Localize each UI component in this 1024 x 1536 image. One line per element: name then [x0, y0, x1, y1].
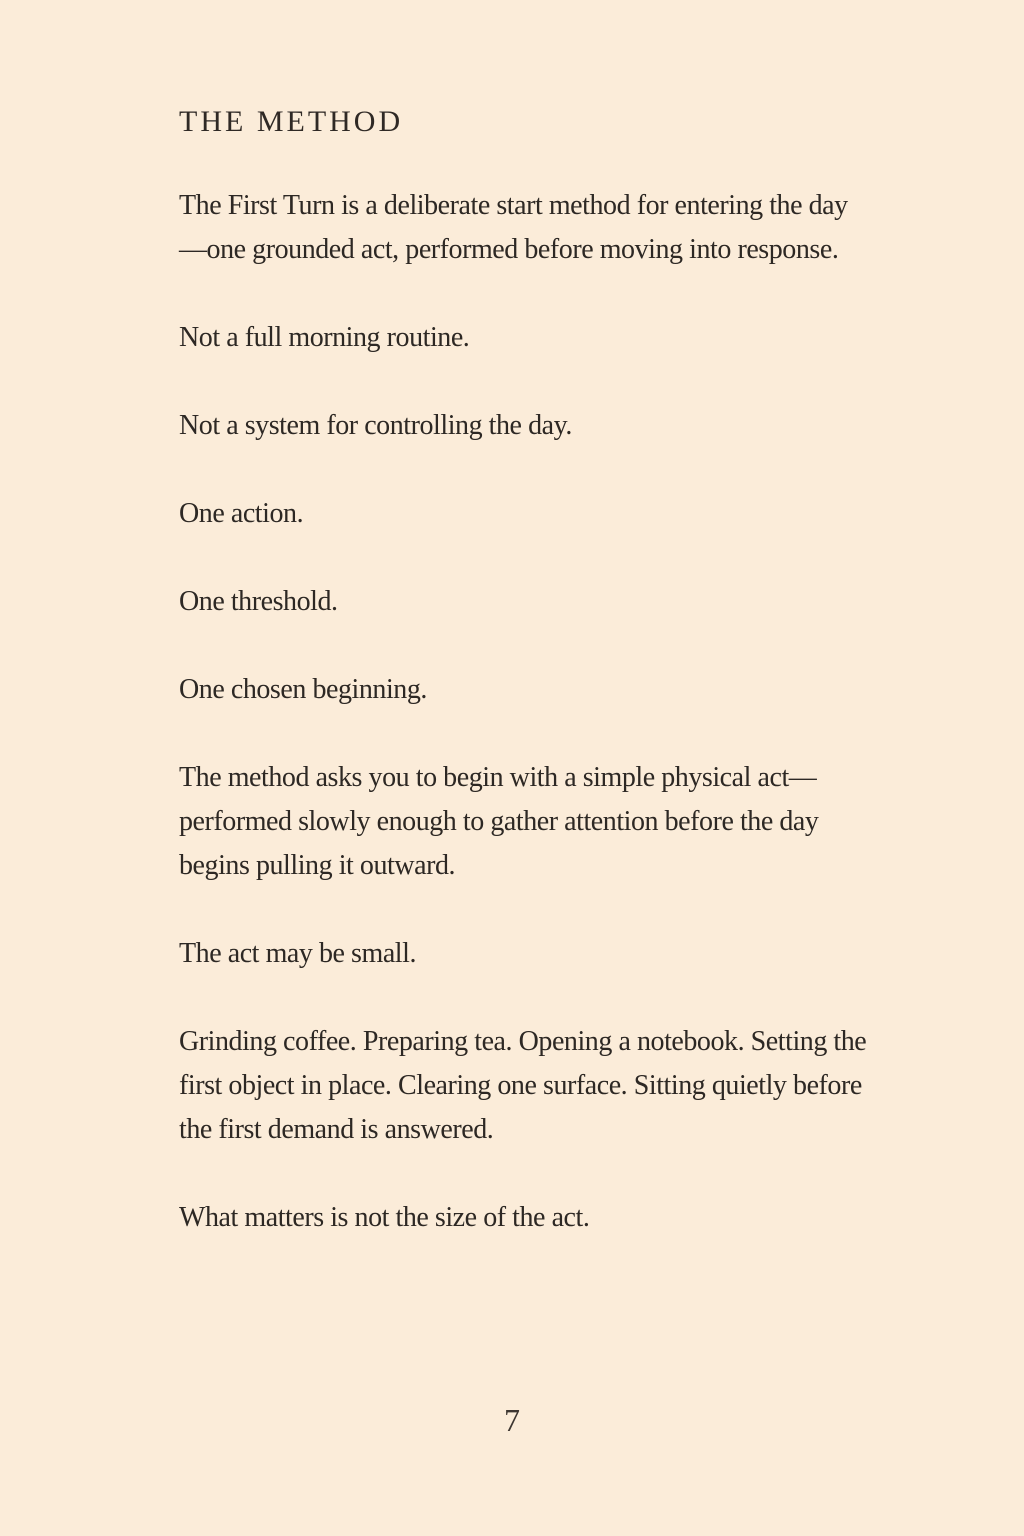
paragraph-what-matters: What matters is not the size of the act.	[179, 1202, 590, 1233]
document-page	[179, 102, 869, 1284]
paragraph-one-threshold: One threshold.	[179, 586, 338, 617]
paragraph-not-routine: Not a full morning routine.	[179, 322, 470, 353]
paragraph-examples: Grinding coffee. Preparing tea. Opening a notebook. Setting the first object in place. Clearing one surface. Sitting quietly before the first demand is answered.	[179, 1026, 867, 1145]
paragraph-act-small: The act may be small.	[179, 938, 417, 969]
paragraph-method-asks: The method asks you to begin with a simple physical act—performed slowly enough to gather attention before the day begins pulling it outward.	[179, 762, 819, 881]
paragraph-not-system: Not a system for controlling the day.	[179, 410, 572, 441]
paragraph-one-action: One action.	[179, 498, 304, 529]
paragraph-intro: The First Turn is a deliberate start method for entering the day—one grounded act, performed before moving into response.	[179, 190, 848, 265]
page-number: 7	[504, 1402, 520, 1438]
section-title: THE METHOD	[179, 105, 404, 138]
body-text	[179, 184, 869, 1240]
paragraph-one-beginning: One chosen beginning.	[179, 674, 427, 705]
